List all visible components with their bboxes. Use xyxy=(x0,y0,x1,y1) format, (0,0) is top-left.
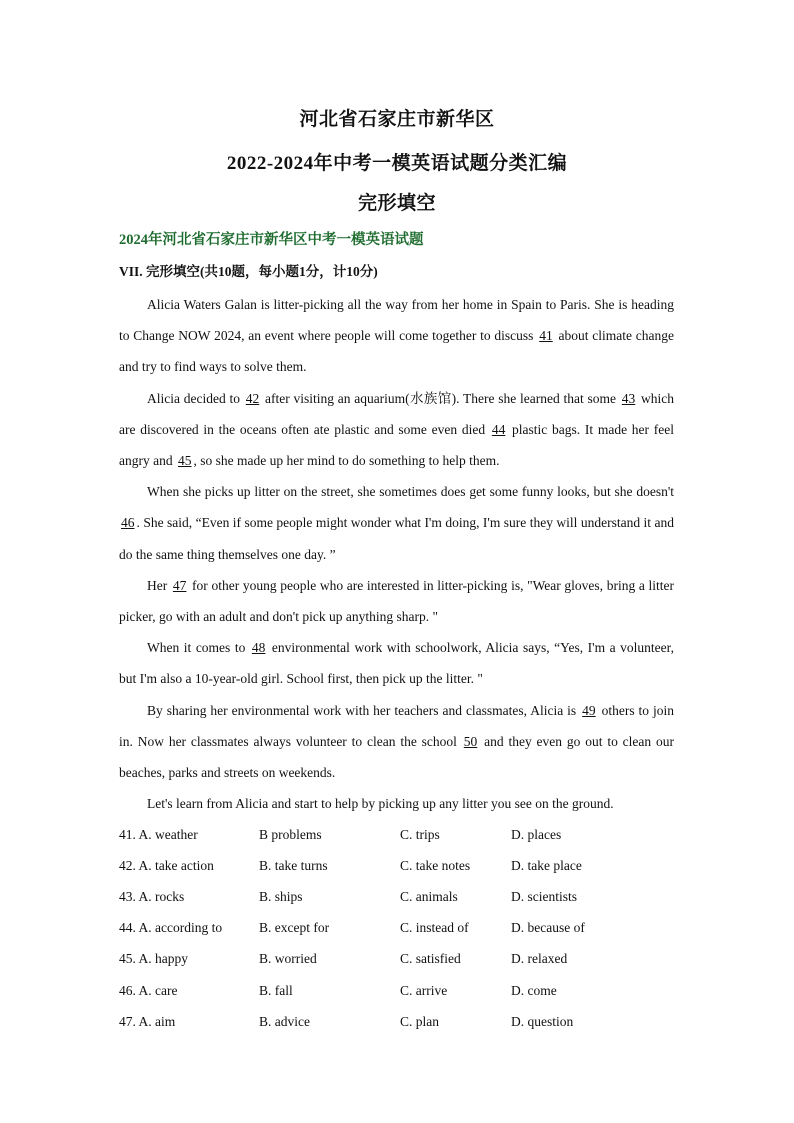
answer-options xyxy=(119,819,679,1037)
passage-text: and they even go out to clean our beaches, parks and streets on weekends. xyxy=(119,733,674,781)
option-a: 41. A. weather xyxy=(119,826,198,842)
passage-text: When she picks up litter on the street, she sometimes does get some funny looks, but she doesn't xyxy=(147,484,674,500)
option-b: B problems xyxy=(259,826,322,842)
option-row-42 xyxy=(119,850,679,881)
document-title-topic: 完形填空 xyxy=(357,193,436,214)
passage-text: others to join in. Now her classmates always volunteer to clean the school xyxy=(119,702,674,749)
option-b: B. advice xyxy=(259,1013,310,1029)
document-title-collection: 2022-2024年中考一模英语试题分类汇编 xyxy=(226,153,568,174)
passage-paragraph-5 xyxy=(119,632,674,694)
document-title-region: 河北省石家庄市新华区 xyxy=(299,109,495,130)
passage-paragraph-4 xyxy=(119,570,674,632)
passage-text: which are discovered in the oceans often ate plastic and some even died xyxy=(119,390,674,437)
blank-48: 48 xyxy=(251,640,266,656)
passage-text: for other young people who are interested in litter-picking is, "Wear gloves, bring a litter picker, go with an adult and don't pick up anything sharp. " xyxy=(119,577,674,625)
option-b: B. take turns xyxy=(259,857,328,873)
option-c: C. animals xyxy=(400,888,458,904)
option-d: D. places xyxy=(511,826,562,842)
blank-44: 44 xyxy=(491,421,506,437)
option-c: C. trips xyxy=(400,826,440,842)
passage-text: after visiting an aquarium(水族馆). There she learned that some xyxy=(261,390,620,406)
passage-paragraph-6 xyxy=(119,695,674,789)
option-a: 42. A. take action xyxy=(119,857,214,873)
passage-text: Alicia decided to xyxy=(147,390,244,406)
option-row-47 xyxy=(119,1006,679,1037)
cloze-passage xyxy=(119,289,674,819)
option-a: 46. A. care xyxy=(119,982,178,998)
option-d: D. take place xyxy=(511,857,582,873)
passage-text: about climate change and try to find ways to solve them. xyxy=(119,328,674,375)
option-b: B. except for xyxy=(259,920,330,936)
option-d: D. question xyxy=(511,1013,574,1029)
blank-47: 47 xyxy=(172,577,187,593)
option-c: C. plan xyxy=(400,1013,439,1029)
blank-45: 45 xyxy=(177,453,192,469)
option-c: C. take notes xyxy=(400,857,471,873)
option-d: D. because of xyxy=(511,920,585,936)
passage-text: Her xyxy=(147,577,171,593)
passage-paragraph-7 xyxy=(119,788,674,819)
passage-paragraph-2 xyxy=(119,383,674,477)
option-c: C. satisfied xyxy=(400,951,461,967)
option-d: D. scientists xyxy=(511,888,577,904)
blank-49: 49 xyxy=(582,702,596,718)
option-a: 47. A. aim xyxy=(119,1013,176,1029)
blank-42: 42 xyxy=(245,390,260,406)
option-d: D. come xyxy=(511,982,557,998)
option-d: D. relaxed xyxy=(511,951,568,967)
passage-text: . She said, “Even if some people might wonder what I'm doing, I'm sure they will understand it and do the same thing themselves one day. ” xyxy=(119,515,674,562)
option-row-45 xyxy=(119,944,679,975)
passage-text: Alicia Waters Galan is litter-picking all the way from her home in Spain to Paris. She is heading to Change NOW 2024, an event where people will come together to discuss xyxy=(119,297,674,344)
option-b: B. ships xyxy=(259,888,303,904)
passage-text: plastic bags. It made her feel angry and xyxy=(119,421,674,469)
option-row-41 xyxy=(119,819,679,850)
option-c: C. arrive xyxy=(400,982,448,998)
blank-43: 43 xyxy=(621,390,636,406)
option-b: B. fall xyxy=(259,982,293,998)
option-row-46 xyxy=(119,975,679,1006)
section-heading: 2024年河北省石家庄市新华区中考一模英语试题 xyxy=(119,232,424,248)
option-a: 44. A. according to xyxy=(119,920,223,936)
blank-46: 46 xyxy=(121,515,135,531)
option-a: 43. A. rocks xyxy=(119,888,185,904)
option-a: 45. A. happy xyxy=(119,951,188,967)
passage-text: , so she made up her mind to do something to help them. xyxy=(193,453,500,469)
passage-text: environmental work with schoolwork, Alicia says, “Yes, I'm a volunteer, but I'm also a 10-year-old girl. School first, then pick up the litter. " xyxy=(119,640,674,687)
passage-text: By sharing her environmental work with her teachers and classmates, Alicia is xyxy=(147,702,581,718)
option-b: B. worried xyxy=(259,951,317,967)
passage-paragraph-3 xyxy=(119,476,674,570)
option-c: C. instead of xyxy=(400,920,469,936)
part-title: VII. 完形填空(共10题，每小题1分，计10分) xyxy=(119,264,378,279)
option-row-43 xyxy=(119,881,679,912)
passage-text: When it comes to xyxy=(147,640,250,656)
passage-text: Let's learn from Alicia and start to help by picking up any litter you see on the ground. xyxy=(147,796,614,812)
blank-41: 41 xyxy=(539,328,553,344)
option-row-44 xyxy=(119,913,679,944)
passage-paragraph-1 xyxy=(119,289,674,383)
blank-50: 50 xyxy=(463,733,478,749)
